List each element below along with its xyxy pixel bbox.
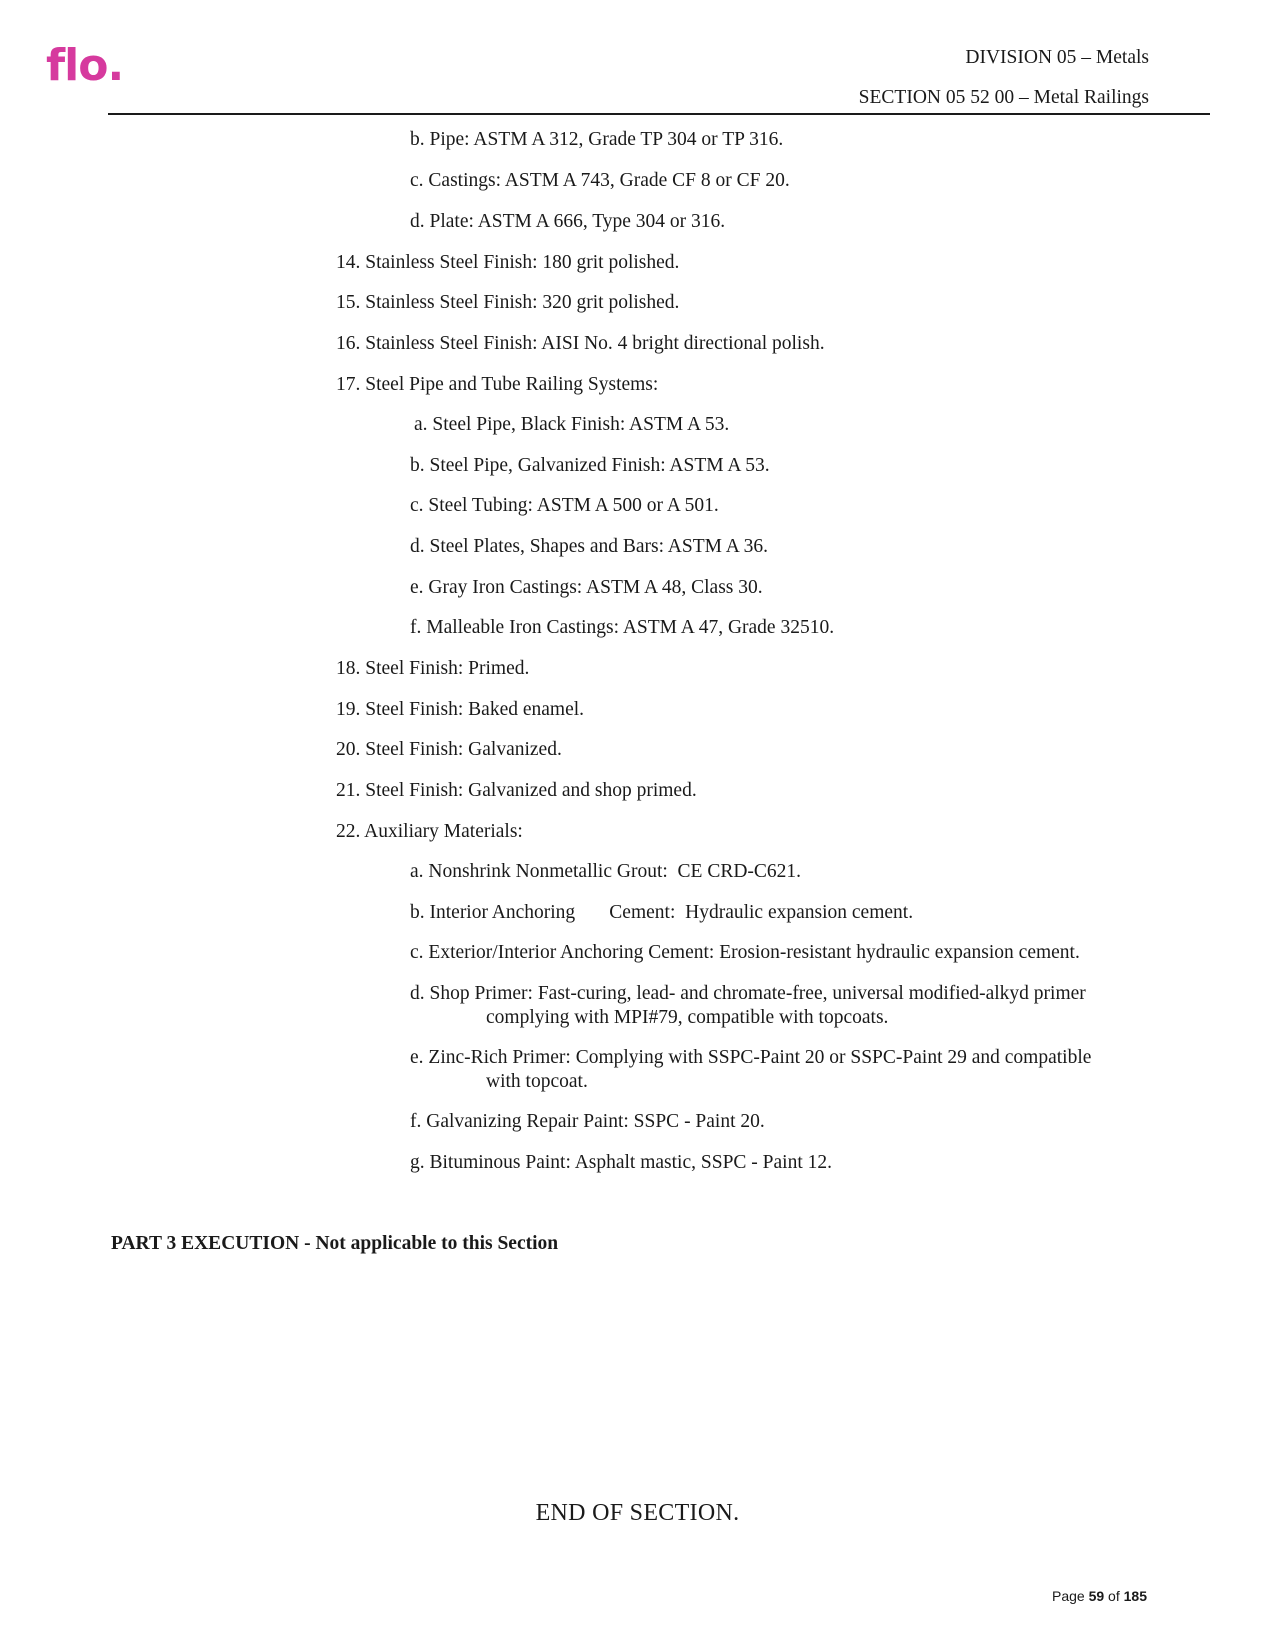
list-item-22d-cont: complying with MPI#79, compatible with topcoats. — [486, 1007, 889, 1028]
list-item-c-castings: c. Castings: ASTM A 743, Grade CF 8 or CF 20. — [410, 170, 790, 191]
page-of: of — [1104, 1588, 1124, 1604]
list-item-22e: e. Zinc-Rich Primer: Complying with SSPC-Paint 20 or SSPC-Paint 29 and compatible — [410, 1047, 1092, 1068]
list-item-17e: e. Gray Iron Castings: ASTM A 48, Class 30. — [410, 577, 763, 598]
list-item-b-pipe: b. Pipe: ASTM A 312, Grade TP 304 or TP 316. — [410, 129, 784, 150]
list-item-22b: b. Interior Anchoring Cement: Hydraulic expansion cement. — [410, 902, 914, 923]
end-of-section: END OF SECTION. — [535, 1500, 740, 1526]
header-rule — [108, 113, 1210, 115]
list-item-17a: a. Steel Pipe, Black Finish: ASTM A 53. — [414, 414, 730, 435]
list-item-20: 20. Steel Finish: Galvanized. — [336, 739, 562, 760]
list-item-22e-cont: with topcoat. — [486, 1071, 588, 1092]
part3-heading: PART 3 EXECUTION - Not applicable to this Section — [111, 1233, 559, 1254]
list-item-17d: d. Steel Plates, Shapes and Bars: ASTM A 36. — [410, 536, 769, 557]
page-total: 185 — [1123, 1588, 1147, 1604]
list-item-d-plate: d. Plate: ASTM A 666, Type 304 or 316. — [410, 211, 726, 232]
flo-logo: flo. — [46, 40, 124, 91]
list-item-14: 14. Stainless Steel Finish: 180 grit polished. — [336, 252, 680, 273]
list-item-19: 19. Steel Finish: Baked enamel. — [336, 699, 585, 720]
list-item-18: 18. Steel Finish: Primed. — [336, 658, 530, 679]
list-item-22g: g. Bituminous Paint: Asphalt mastic, SSPC - Paint 12. — [410, 1152, 833, 1173]
list-item-22d: d. Shop Primer: Fast-curing, lead- and chromate-free, universal modified-alkyd primer — [410, 983, 1086, 1004]
division-title: DIVISION 05 – Metals — [965, 47, 1149, 68]
section-title: SECTION 05 52 00 – Metal Railings — [858, 87, 1149, 108]
list-item-22f: f. Galvanizing Repair Paint: SSPC - Paint 20. — [410, 1111, 765, 1132]
list-item-22: 22. Auxiliary Materials: — [336, 821, 523, 842]
page-current: 59 — [1088, 1588, 1105, 1604]
list-item-16: 16. Stainless Steel Finish: AISI No. 4 bright directional polish. — [336, 333, 825, 354]
list-item-17b: b. Steel Pipe, Galvanized Finish: ASTM A 53. — [410, 455, 770, 476]
list-item-17: 17. Steel Pipe and Tube Railing Systems: — [336, 374, 659, 395]
list-item-22c: c. Exterior/Interior Anchoring Cement: Erosion-resistant hydraulic expansion cement. — [410, 942, 1080, 963]
page-prefix: Page — [1052, 1588, 1089, 1604]
list-item-15: 15. Stainless Steel Finish: 320 grit polished. — [336, 292, 680, 313]
list-item-17c: c. Steel Tubing: ASTM A 500 or A 501. — [410, 495, 719, 516]
list-item-21: 21. Steel Finish: Galvanized and shop primed. — [336, 780, 697, 801]
list-item-17f: f. Malleable Iron Castings: ASTM A 47, Grade 32510. — [410, 617, 835, 638]
list-item-22a: a. Nonshrink Nonmetallic Grout: CE CRD-C621. — [410, 861, 802, 882]
page-number — [1052, 1588, 1147, 1604]
